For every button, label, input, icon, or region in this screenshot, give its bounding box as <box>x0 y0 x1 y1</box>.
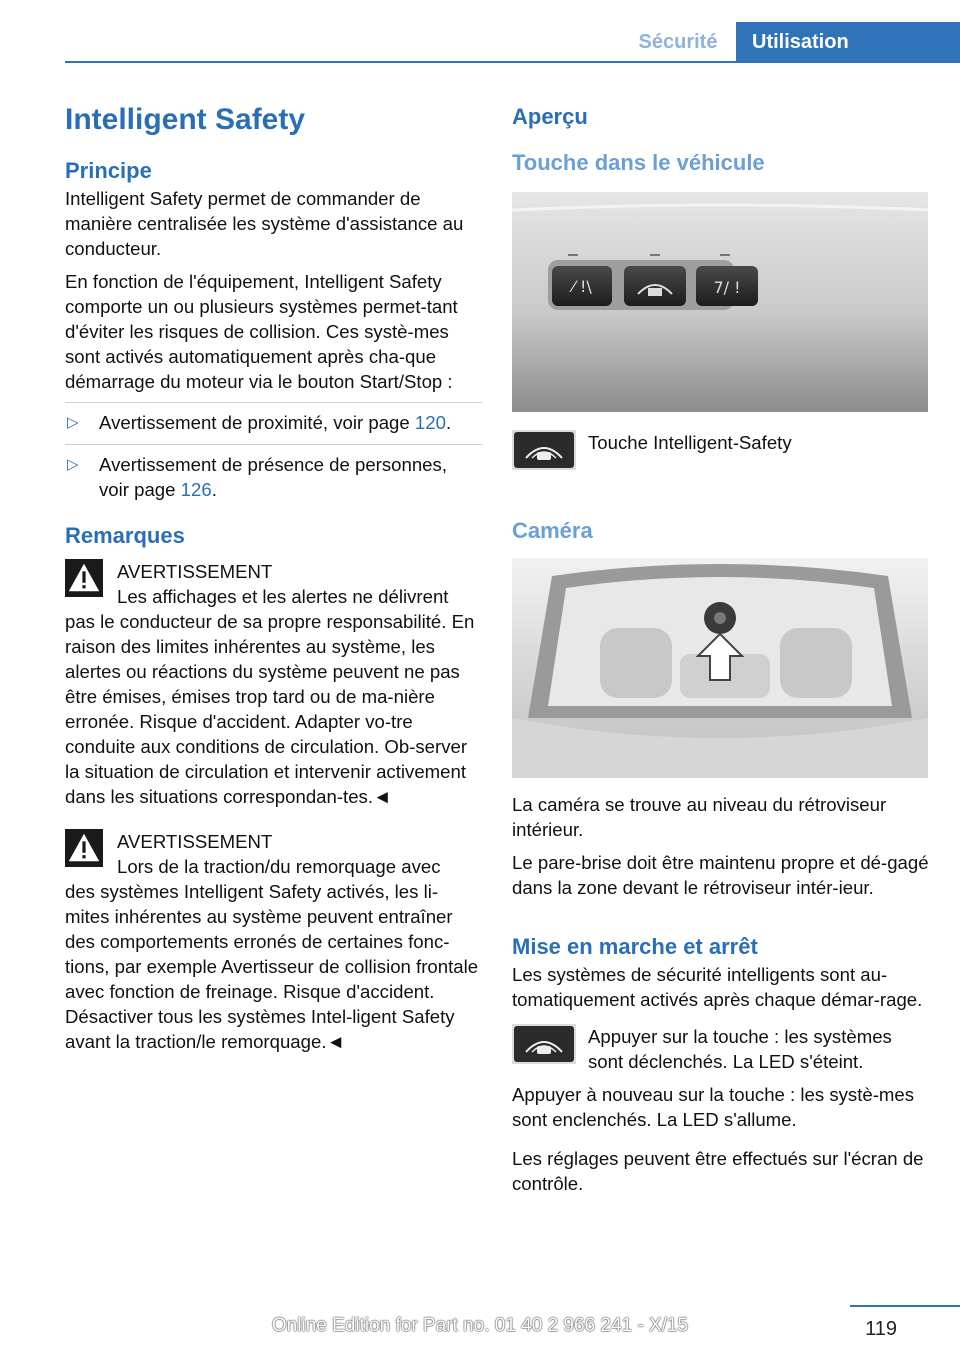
principe-paragraph-1: Intelligent Safety permet de commander de manière centralisée les système d'assistance au conducteur. <box>65 188 464 259</box>
principe-list <box>65 402 482 511</box>
touche-legend-label: Touche Intelligent-Safety <box>588 432 792 453</box>
camera-paragraph-2: Le pare-brise doit être maintenu propre et dé-gagé dans la zone devant le rétroviseur intér-ieur. <box>512 852 929 898</box>
heading-touche-vehicule: Touche dans le véhicule <box>512 150 765 175</box>
intelligent-safety-button-icon <box>512 1024 576 1064</box>
warning-text-first: Les affichages et les alertes ne délivrent <box>117 586 449 607</box>
mise-paragraph-1: Les systèmes de sécurité intelligents sont au-tomatiquement activés après chaque démar-rage. <box>512 964 923 1010</box>
footer-rule <box>850 1305 960 1307</box>
touche-legend <box>512 430 930 470</box>
camera-interior-photo <box>512 558 928 778</box>
list-item: ▷ Avertissement de proximité, voir page 120. <box>65 402 482 444</box>
header-rule <box>65 61 960 63</box>
tab-utilisation[interactable]: Utilisation <box>736 22 960 63</box>
page-title: Intelligent Safety <box>65 103 306 136</box>
warning-block-1 <box>65 557 482 809</box>
footer-edition-text: Online Edition for Part no. 01 40 2 966 241 - X/15 <box>271 1315 689 1336</box>
page-number: 119 <box>865 1318 897 1340</box>
warning-title: AVERTISSEMENT <box>117 561 273 582</box>
svg-text:7/ !: 7/ ! <box>713 278 741 297</box>
heading-camera: Caméra <box>512 518 593 543</box>
warning-block-2 <box>65 827 482 1054</box>
heading-principe: Principe <box>65 158 152 183</box>
right-column <box>512 98 930 1196</box>
svg-text:⁄ !\: ⁄ !\ <box>572 277 592 296</box>
intelligent-safety-button-icon <box>512 430 576 470</box>
principe-paragraph-2: En fonction de l'équipement, Intelligent Safety comporte un ou plusieurs systèmes permet-tant d'éviter les risques de collision. Ces systè-mes sont activés automatiquement après cha-que démarrage du moteur via le bouton Start/Stop : <box>65 271 458 392</box>
heading-apercu: Aperçu <box>512 104 588 129</box>
warning-title: AVERTISSEMENT <box>117 831 273 852</box>
heading-mise-en-marche: Mise en marche et arrêt <box>512 934 758 959</box>
camera-paragraph-1: La caméra se trouve au niveau du rétroviseur intérieur. <box>512 794 887 840</box>
button-panel-photo <box>512 192 928 412</box>
triangle-bullet-icon: ▷ <box>67 456 79 473</box>
mise-paragraph-2: Appuyer à nouveau sur la touche : les systè-mes sont enclenchés. La LED s'allume. <box>512 1084 915 1130</box>
page-link-126[interactable]: 126 <box>180 479 212 500</box>
warning-text: pas le conducteur de sa propre responsabilité. En raison des limites inhérentes au système, les alertes ou réactions du système peuvent ne pas être émises, émises trop tard ou de ma-nière erronée. Risque d'accident. Adapter vo-tre conduite aux conditions de circulation. Ob-server la situation de circulation et intervenir activement dans les situations correspondan-tes.◄ <box>65 611 475 807</box>
mise-button-legend <box>512 1024 930 1074</box>
list-item-text: Avertissement de présence de personnes, voir page <box>99 454 447 500</box>
warning-text-first: Lors de la traction/du remorquage avec <box>117 856 441 877</box>
mise-paragraph-3: Les réglages peuvent être effectués sur l'écran de contrôle. <box>512 1148 924 1194</box>
page-link-120[interactable]: 120 <box>414 412 446 433</box>
triangle-bullet-icon: ▷ <box>67 414 79 431</box>
warning-triangle-icon <box>65 829 103 867</box>
left-column <box>65 98 482 1054</box>
list-item-text: Avertissement de proximité, voir page <box>99 412 415 433</box>
warning-text: des systèmes Intelligent Safety activés, les li-mites inhérentes au système peuvent entraîner des comportements erronés de certaines fonc-tions, par exemple Avertisseur de collision frontale avec fonction de freinage. Risque d'accident. Désactiver tous les systèmes Intel-ligent Safety avant la traction/le remorquage.◄ <box>65 881 479 1052</box>
tab-securite[interactable]: Sécurité <box>638 31 718 53</box>
heading-remarques: Remarques <box>65 523 185 548</box>
warning-triangle-icon <box>65 559 103 597</box>
list-item: ▷ Avertissement de présence de personnes, voir page 126. <box>65 444 482 511</box>
mise-button-text: Appuyer sur la touche : les systèmes sont déclenchés. La LED s'éteint. <box>588 1026 892 1072</box>
